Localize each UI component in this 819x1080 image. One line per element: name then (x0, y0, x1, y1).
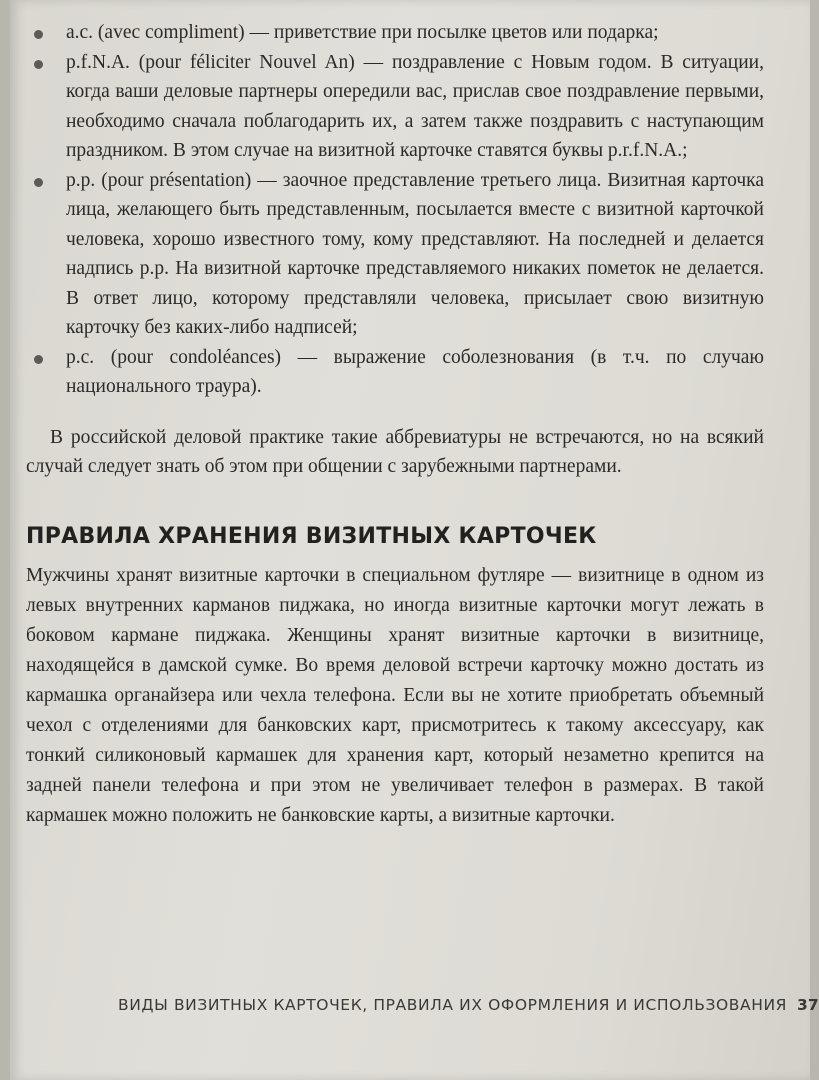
note-paragraph: В российской деловой практике такие аббревиатуры не встречаются, но на всякий случай следует знать об этом при общении с зарубежными партнерами. (26, 426, 764, 477)
book-page (10, 0, 819, 1080)
section-heading: ПРАВИЛА ХРАНЕНИЯ ВИЗИТНЫХ КАРТОЧЕК (26, 523, 597, 549)
bullet-icon (34, 355, 43, 364)
list-item (26, 166, 764, 343)
list-item (26, 18, 764, 48)
page-number: 37 (797, 996, 819, 1014)
list-item-text: p.c. (pour condoléances) — выражение соболезнования (в т.ч. по случаю национального траура). (66, 346, 764, 397)
page-footer (118, 996, 819, 1014)
list-item (26, 48, 764, 166)
list-item-text: a.c. (avec compliment) — приветствие при посылке цветов или подарка; (66, 22, 659, 43)
list-item-text: p.p. (pour présentation) — заочное представление третьего лица. Визитная карточка лица, желающего быть представленным, посылается вместе с визитной карточкой человека, хорошо известного тому, кому представляют. На последней и делается надпись p.p. На визитной карточке представляемого никаких пометок не делается. В ответ лицо, которому представляли человека, присылает свою визитную карточку без каких-либо надписей; (66, 169, 764, 338)
bullet-icon (34, 30, 43, 39)
abbreviation-list (26, 18, 764, 402)
list-item-text: p.f.N.A. (pour féliciter Nouvel An) — поздравление с Новым годом. В ситуации, когда ваши деловые партнеры опередили вас, прислав свое поздравление первыми, необходимо сначала поблагодарить их, а затем также поздравить с наступающим праздником. В этом случае на визитной карточке ставятся буквы p.r.f.N.A.; (66, 51, 764, 161)
page-content (26, 18, 764, 831)
bullet-icon (34, 60, 43, 69)
bullet-icon (34, 178, 43, 187)
running-title: ВИДЫ ВИЗИТНЫХ КАРТОЧЕК, ПРАВИЛА ИХ ОФОРМЛЕНИЯ И ИСПОЛЬЗОВАНИЯ (118, 996, 788, 1014)
list-item (26, 343, 764, 402)
section-body: Мужчины хранят визитные карточки в специальном футляре — визитнице в одном из левых внутренних карманов пиджака, но иногда визитные карточки могут лежать в боковом кармане пиджака. Женщины хранят визитные карточки в визитнице, находящейся в дамской сумке. Во время деловой встречи карточку можно достать из кармашка органайзера или чехла телефона. Если вы не хотите приобретать объемный чехол с отделениями для банковских карт, присмотритесь к такому аксессуару, как тонкий силиконовый кармашек для хранения карт, который незаметно крепится на задней панели телефона и при этом не увеличивает телефон в размерах. В такой кармашек можно положить не банковские карты, а визитные карточки. (26, 565, 764, 826)
